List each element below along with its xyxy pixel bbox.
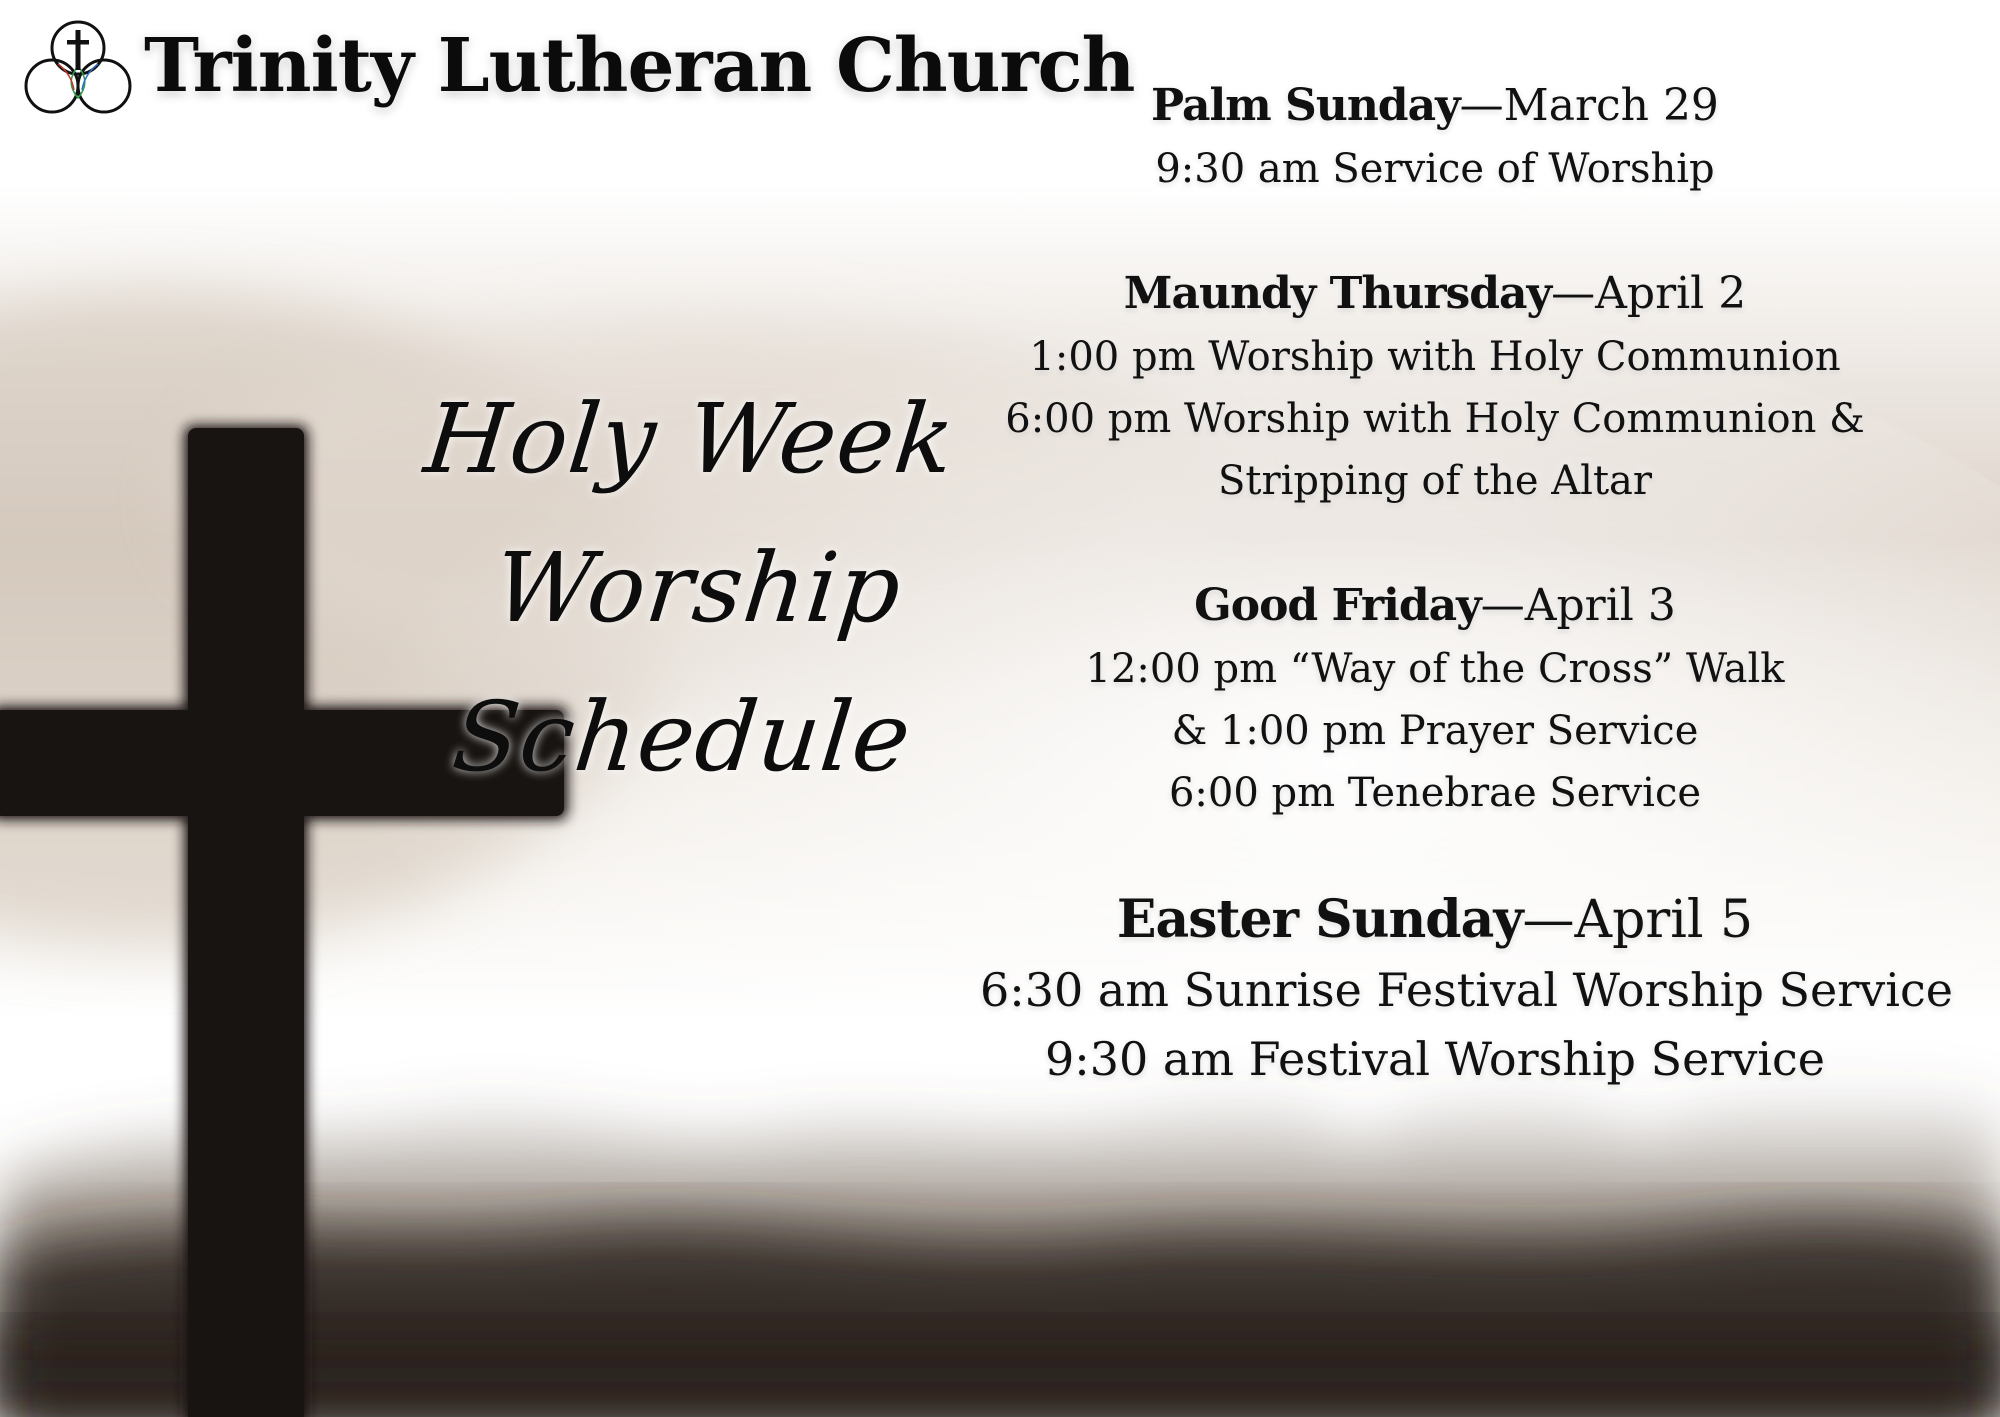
event-date: April 2 bbox=[1595, 268, 1747, 319]
event-separator: — bbox=[1551, 268, 1596, 319]
service-time: 1:00 pm Worship with Holy Communion bbox=[1029, 334, 1841, 380]
event-date: April 3 bbox=[1524, 580, 1676, 631]
service-time: & 1:00 pm Prayer Service bbox=[1171, 708, 1699, 754]
event-heading bbox=[980, 574, 1890, 638]
service-time: Stripping of the Altar bbox=[1217, 458, 1653, 504]
event-heading bbox=[980, 884, 1890, 956]
worship-schedule bbox=[980, 74, 1953, 1156]
event-heading bbox=[980, 74, 1890, 138]
service-time: 12:00 pm “Way of the Cross” Walk bbox=[1085, 646, 1785, 692]
service-time: 6:30 am Sunrise Festival Worship Service bbox=[980, 963, 1953, 1017]
event-separator: — bbox=[1522, 890, 1575, 950]
event-date: March 29 bbox=[1503, 80, 1719, 131]
headline-line-1: Holy Week bbox=[419, 383, 961, 495]
event-name: Good Friday bbox=[1194, 580, 1481, 631]
service-time: 6:00 pm Tenebrae Service bbox=[1168, 770, 1702, 816]
church-name: Trinity Lutheran Church bbox=[144, 23, 1135, 109]
event-good-friday bbox=[980, 574, 1890, 824]
service-time: 6:00 pm Worship with Holy Communion & bbox=[1005, 396, 1865, 442]
three-circles-cross-logo-icon bbox=[22, 14, 134, 118]
event-easter-sunday bbox=[980, 884, 1953, 1094]
headline-line-2: Worship Schedule bbox=[447, 531, 917, 793]
event-separator: — bbox=[1459, 80, 1504, 131]
event-separator: — bbox=[1480, 580, 1525, 631]
service-time: 9:30 am Service of Worship bbox=[1155, 146, 1715, 192]
service-time: 9:30 am Festival Worship Service bbox=[1044, 1032, 1826, 1086]
event-heading bbox=[980, 262, 1890, 326]
headline bbox=[370, 365, 1010, 811]
event-date: April 5 bbox=[1574, 890, 1754, 950]
event-palm-sunday bbox=[980, 74, 1890, 200]
event-name: Easter Sunday bbox=[1116, 889, 1523, 950]
event-name: Maundy Thursday bbox=[1123, 268, 1552, 319]
event-maundy-thursday bbox=[980, 262, 1890, 512]
header bbox=[22, 14, 1134, 118]
event-name: Palm Sunday bbox=[1151, 80, 1460, 131]
